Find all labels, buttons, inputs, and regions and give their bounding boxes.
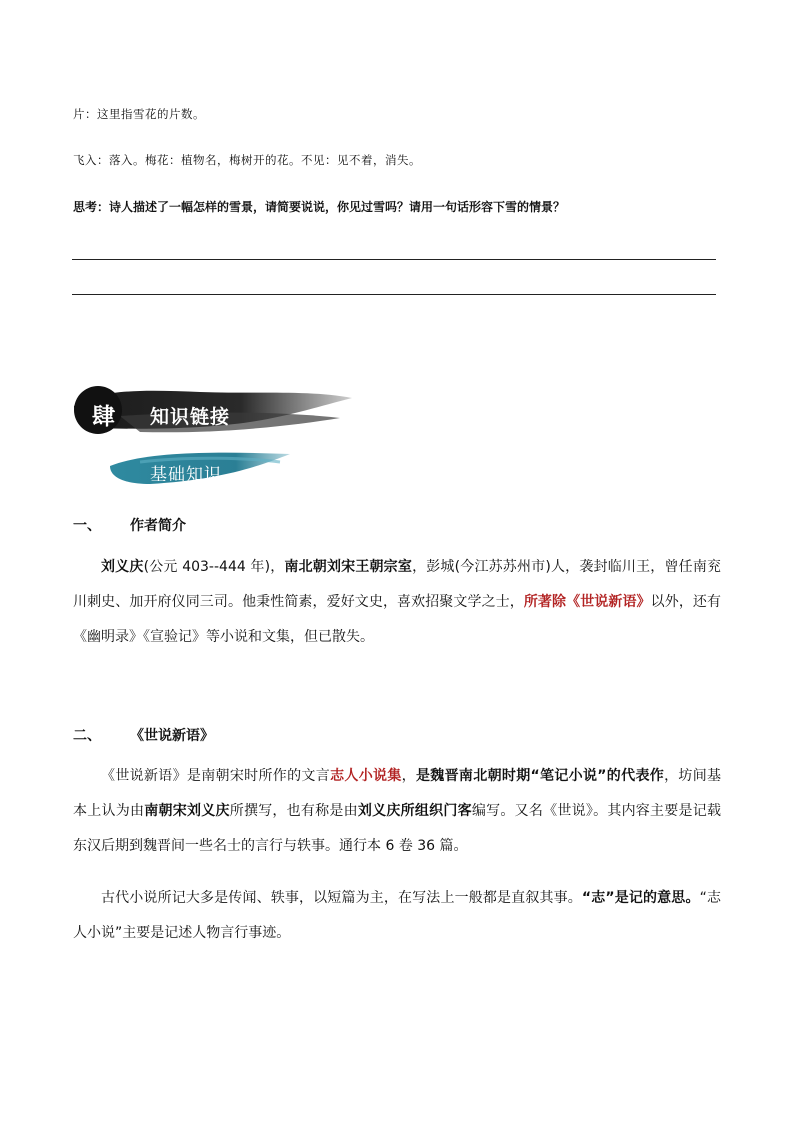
shishuo-representative: 是魏晋南北朝时期“笔记小说”的代表作 <box>415 768 665 784</box>
section1-number: 一、 <box>73 518 101 534</box>
note-pian: 片：这里指雪花的片数。 <box>73 107 205 121</box>
shishuo-text-2: ，坊间基本上认为由 <box>73 768 722 819</box>
shishuo-comma: ， <box>401 768 416 784</box>
section2-heading <box>73 725 214 745</box>
shishuo-paragraph-2 <box>73 881 721 951</box>
author-name: 刘义庆 <box>101 559 144 575</box>
shishuo-editors: 刘义庆所组织门客 <box>357 803 472 819</box>
zhiren-definition: “志人小说”主要是记述人物言行事迹。 <box>73 890 721 941</box>
author-text-end: 以外，还有《幽明录》《宣验记》等小说和文集，但已散失。 <box>73 594 722 645</box>
fiction-text: 古代小说所记大多是传闻、轶事，以短篇为主，在写法上一般都是直叙其事。 <box>101 890 582 906</box>
section1-heading <box>73 515 186 535</box>
section1-title: 作者简介 <box>130 518 186 534</box>
author-dynasty: 南北朝刘宋王朝宗室 <box>284 559 413 575</box>
author-works-highlight: 所著除《世说新语》 <box>523 594 651 610</box>
author-dates: (公元 403--444 年)， <box>143 559 285 575</box>
answer-line-1 <box>72 259 716 260</box>
author-text: ，彭城(今江苏苏州市)人，袭封临川王，曾任南兖川刺史、加开府仪同三司。他秉性简素，爱好文史，喜欢招聚文学之士， <box>73 559 722 610</box>
section2-title: 《世说新语》 <box>130 728 214 744</box>
banner-number: 肆 <box>92 404 115 430</box>
shishuo-text: 《世说新语》是南朝宋时所作的文言 <box>101 768 331 784</box>
banner-title: 知识链接 <box>150 406 231 428</box>
shishuo-text-3: 所撰写，也有称是由 <box>229 803 358 819</box>
shishuo-author: 南朝宋刘义庆 <box>144 803 230 819</box>
section2-number: 二、 <box>73 728 101 744</box>
shishuo-text-4: 编写。又名《世说》。其内容主要是记载东汉后期到魏晋间一些名士的言行与轶事。通行本 6 卷 36 篇。 <box>73 803 722 854</box>
answer-line-2 <box>72 294 716 295</box>
author-intro-paragraph <box>73 550 721 655</box>
zhi-meaning: “志”是记的意思。 <box>581 890 700 906</box>
shishuo-paragraph-1 <box>73 759 721 864</box>
banner-subtitle: 基础知识 <box>150 465 222 485</box>
note-feiru: 飞入：落入。梅花：植物名，梅树开的花。不见：见不着，消失。 <box>73 153 421 167</box>
thinking-question: 思考：诗人描述了一幅怎样的雪景，请简要说说，你见过雪吗？请用一句话形容下雪的情景？ <box>73 200 566 214</box>
shishuo-genre-highlight: 志人小说集 <box>330 768 402 784</box>
